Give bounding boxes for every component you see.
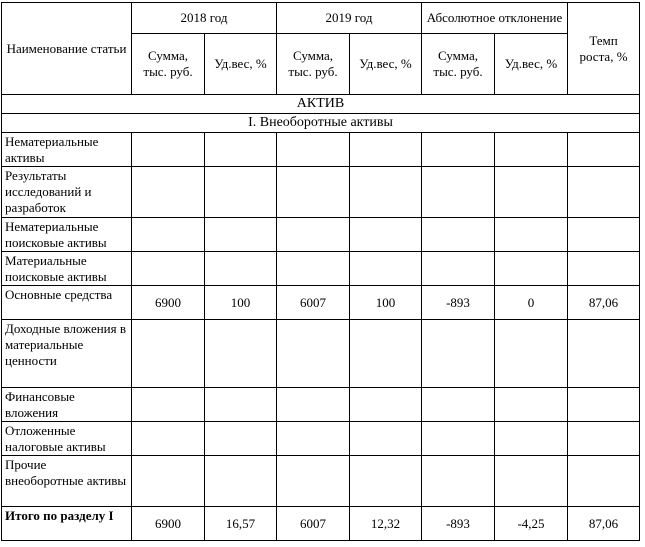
cell-share-2018: [205, 167, 277, 218]
cell-share-2018: [205, 218, 277, 252]
cell-sum-2019: [277, 218, 350, 252]
header-sum-2018: Сумма, тыс. руб.: [132, 34, 205, 95]
row-name: Финансовые вложения: [2, 388, 132, 422]
cell-sum-deviation: [422, 422, 495, 456]
cell-share-2019: [350, 456, 422, 507]
cell-share-2018: [205, 252, 277, 286]
cell-sum-2018: [132, 388, 205, 422]
header-share-2019: Уд.вес, %: [350, 34, 422, 95]
cell-share-2019: [350, 388, 422, 422]
cell-share-2019: 12,32: [350, 507, 422, 541]
cell-sum-2019: [277, 167, 350, 218]
cell-sum-2019: 6007: [277, 286, 350, 320]
cell-growth: 87,06: [568, 507, 640, 541]
row-name: Результаты исследований и разработок: [2, 167, 132, 218]
cell-share-2018: [205, 133, 277, 167]
cell-sum-deviation: -893: [422, 286, 495, 320]
cell-share-2018: [205, 456, 277, 507]
cell-sum-2019: [277, 133, 350, 167]
cell-sum-2019: [277, 422, 350, 456]
table-row: [2, 133, 640, 167]
cell-growth: [568, 133, 640, 167]
cell-sum-deviation: [422, 388, 495, 422]
cell-sum-2019: 6007: [277, 507, 350, 541]
header-row-1: [2, 3, 640, 34]
row-name: Материальные поисковые активы: [2, 252, 132, 286]
cell-sum-2019: [277, 456, 350, 507]
header-sum-2019: Сумма, тыс. руб.: [277, 34, 350, 95]
cell-growth: [568, 388, 640, 422]
table-row: [2, 286, 640, 320]
row-name: Итого по разделу I: [2, 507, 132, 541]
cell-sum-2019: [277, 320, 350, 388]
cell-sum-2018: 6900: [132, 286, 205, 320]
row-name: Основные средства: [2, 286, 132, 320]
header-name: Наименование статьи: [2, 3, 132, 95]
cell-sum-deviation: -893: [422, 507, 495, 541]
table-row: [2, 167, 640, 218]
cell-share-2019: [350, 320, 422, 388]
table-row: [2, 320, 640, 388]
cell-share-deviation: [495, 456, 568, 507]
cell-sum-2018: [132, 133, 205, 167]
cell-share-2018: [205, 320, 277, 388]
cell-sum-2019: [277, 252, 350, 286]
cell-share-deviation: [495, 422, 568, 456]
table-row: [2, 456, 640, 507]
table-row: [2, 388, 640, 422]
cell-share-2018: 100: [205, 286, 277, 320]
row-name: Нематериальные поисковые активы: [2, 218, 132, 252]
cell-sum-2018: [132, 218, 205, 252]
cell-share-deviation: [495, 218, 568, 252]
table-row: [2, 218, 640, 252]
cell-share-2019: [350, 218, 422, 252]
cell-share-deviation: -4,25: [495, 507, 568, 541]
cell-sum-deviation: [422, 133, 495, 167]
cell-share-deviation: [495, 252, 568, 286]
cell-share-2019: [350, 133, 422, 167]
cell-sum-2018: 6900: [132, 507, 205, 541]
cell-sum-2018: [132, 422, 205, 456]
cell-share-2018: [205, 422, 277, 456]
cell-sum-2018: [132, 167, 205, 218]
table-row: [2, 252, 640, 286]
cell-growth: [568, 320, 640, 388]
row-name: Отложенные налоговые активы: [2, 422, 132, 456]
cell-share-deviation: [495, 133, 568, 167]
header-deviation: Абсолютное отклонение: [422, 3, 568, 34]
header-share-deviation: Уд.вес, %: [495, 34, 568, 95]
row-name: Прочие внеоборотные активы: [2, 456, 132, 507]
section-noncurrent-row: [2, 114, 640, 133]
cell-sum-2018: [132, 252, 205, 286]
cell-share-2019: [350, 252, 422, 286]
table-row: [2, 422, 640, 456]
header-growth: Темп роста, %: [568, 3, 640, 95]
header-2019: 2019 год: [277, 3, 422, 34]
cell-share-deviation: 0: [495, 286, 568, 320]
cell-sum-2018: [132, 456, 205, 507]
cell-share-2019: 100: [350, 286, 422, 320]
cell-share-2019: [350, 167, 422, 218]
cell-share-2019: [350, 422, 422, 456]
cell-sum-deviation: [422, 320, 495, 388]
cell-sum-deviation: [422, 456, 495, 507]
cell-sum-2018: [132, 320, 205, 388]
cell-sum-deviation: [422, 252, 495, 286]
cell-sum-2019: [277, 388, 350, 422]
header-2018: 2018 год: [132, 3, 277, 34]
cell-sum-deviation: [422, 218, 495, 252]
cell-growth: [568, 456, 640, 507]
header-sum-deviation: Сумма, тыс. руб.: [422, 34, 495, 95]
cell-share-2018: [205, 388, 277, 422]
cell-growth: [568, 422, 640, 456]
row-name: Доходные вложения в материальные ценности: [2, 320, 132, 388]
cell-share-deviation: [495, 388, 568, 422]
cell-sum-deviation: [422, 167, 495, 218]
table-row: [2, 507, 640, 541]
cell-growth: [568, 218, 640, 252]
cell-share-deviation: [495, 320, 568, 388]
balance-table: [1, 2, 640, 541]
balance-table-container: [1, 2, 640, 541]
cell-growth: 87,06: [568, 286, 640, 320]
section-assets: АКТИВ: [2, 95, 640, 114]
cell-share-deviation: [495, 167, 568, 218]
section-noncurrent: I. Внеоборотные активы: [2, 114, 640, 133]
cell-share-2018: 16,57: [205, 507, 277, 541]
header-share-2018: Уд.вес, %: [205, 34, 277, 95]
section-assets-row: [2, 95, 640, 114]
cell-growth: [568, 167, 640, 218]
row-name: Нематериальные активы: [2, 133, 132, 167]
cell-growth: [568, 252, 640, 286]
